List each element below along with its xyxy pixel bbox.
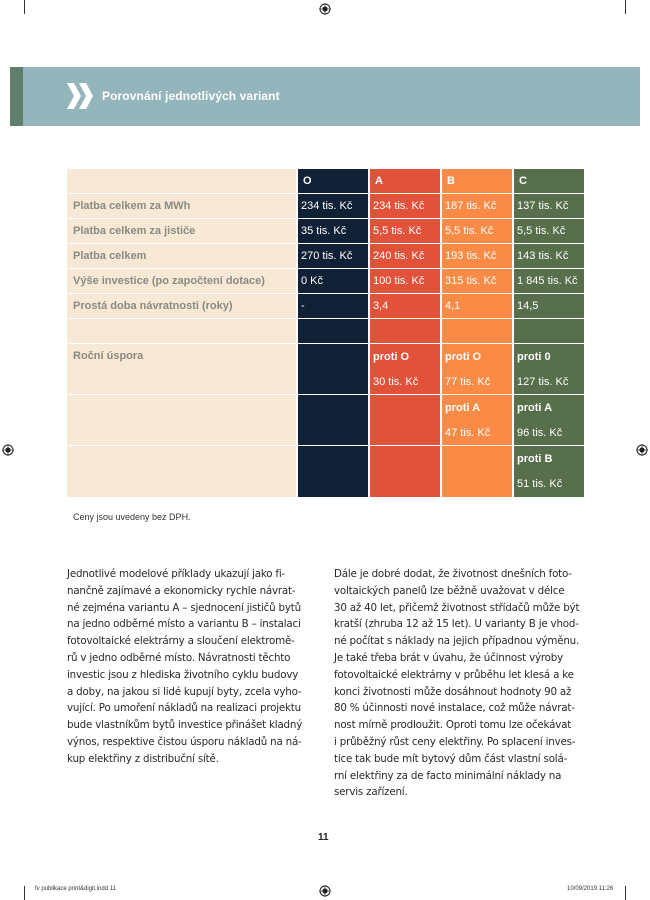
body-text-left: Jednotlivé modelové příklady ukazují jako fi- nančně zajímavé a ekonomicky rychle návrat- né zejména variantu A – sjednocení jističů bytů na jedno odběrné místo a variantu B – instalaci fotovoltaické elektrárny a sloučení elektromě- rů v jedno odběrné místo. Návratnosti těchto investic jsou z hlediska životního cyklu budovy a doby, na jakou si lidé kupují byty, zcela vyho- vující. Po umoření nákladů na realizaci projektu bude vlastníkům bytů investice přinášet kladný výnos, respektive čistou úsporu nákladů na ná- kup elektřiny z distribuční sítě.	[67, 568, 303, 765]
table-cell: 315 tis. Kč	[445, 275, 497, 287]
column-header: O	[303, 175, 312, 187]
label-cell	[67, 344, 296, 394]
row-label: Výše investice (po započtení dotace)	[73, 275, 265, 287]
column-header: A	[375, 175, 383, 187]
table-cell: 270 tis. Kč	[301, 250, 353, 262]
table-cell: 193 tis. Kč	[445, 250, 497, 262]
savings-label: proti B	[517, 453, 553, 465]
crop-mark	[24, 0, 25, 14]
table-cell: 3,4	[373, 300, 389, 312]
savings-label: proti A	[517, 402, 553, 414]
row-separator	[67, 318, 584, 319]
row-label: Platba celkem	[73, 250, 147, 262]
label-cell-spacer	[67, 395, 296, 445]
slug-file: fv publikace print&digit.indd 11	[35, 886, 116, 892]
crop-mark	[24, 886, 25, 900]
savings-value: 77 tis. Kč	[445, 376, 491, 388]
table-cell: 187 tis. Kč	[445, 200, 497, 212]
slug-date: 10/09/2019 11:26	[567, 886, 614, 892]
row-separator	[67, 293, 584, 294]
label-cell	[67, 219, 296, 243]
label-cell	[67, 194, 296, 218]
crop-mark	[625, 886, 626, 900]
registration-mark-icon	[319, 3, 331, 15]
table-cell: 5,5 tis. Kč	[373, 225, 422, 237]
savings-value: 47 tis. Kč	[445, 427, 491, 439]
double-chevron-icon	[67, 83, 93, 109]
column-header: B	[447, 175, 455, 187]
table-cell: 0 Kč	[301, 275, 324, 287]
header-accent-strip	[10, 67, 23, 126]
row-separator	[67, 343, 584, 344]
savings-label: proti 0	[517, 351, 551, 363]
row-separator	[67, 445, 584, 446]
row-separator	[67, 268, 584, 269]
registration-mark-icon	[319, 885, 331, 897]
table-cell: 4,1	[445, 300, 461, 312]
table-note: Ceny jsou uvedeny bez DPH.	[73, 512, 191, 522]
table-cell: 240 tis. Kč	[373, 250, 425, 262]
row-separator	[67, 243, 584, 244]
table-cell: 100 tis. Kč	[373, 275, 425, 287]
table-cell: 5,5 tis. Kč	[445, 225, 494, 237]
registration-mark-icon	[2, 444, 14, 456]
crop-mark	[625, 0, 626, 14]
savings-value: 127 tis. Kč	[517, 376, 569, 388]
section-title: Porovnání jednotlivých variant	[102, 89, 280, 103]
body-text-right: Dále je dobré dodat, že životnost dnešních foto- voltaických panelů lze běžně uvažovat v délce 30 až 40 let, přičemž životnost střídačů může být kratší (zhruba 12 až 15 let). U varianty B je vhod- né počítat s náklady na jejich případnou výměnu. Je také třeba brát v úvahu, že účinnost výroby fotovoltaické elektrárny v průběhu let klesá a ke konci životnosti může dosáhnout hodnoty 90 až 80 % účinnosti nové instalace, což může návrat- nost mírně prodloužit. Oproti tomu lze očekávat i průběžný růst ceny elektřiny. Po splacení inves- tice tak bude mít bytový dům část vlastní solá- rní elektřiny za de facto minimální náklady na servis zařízení.	[334, 568, 580, 799]
column-header: C	[519, 175, 527, 187]
row-label: Prostá doba návratnosti (roky)	[73, 300, 233, 312]
table-cell: 234 tis. Kč	[373, 200, 425, 212]
row-label: Platba celkem za MWh	[73, 200, 191, 212]
comparison-table	[67, 169, 584, 497]
label-cell	[67, 269, 296, 293]
savings-label: proti O	[445, 351, 482, 363]
row-separator	[67, 218, 584, 219]
row-separator	[67, 394, 584, 395]
table-cell: 1 845 tis. Kč	[517, 275, 578, 287]
label-cell-spacer	[67, 319, 296, 343]
table-cell: 143 tis. Kč	[517, 250, 569, 262]
table-cell: 14,5	[517, 300, 539, 312]
table-cell: 137 tis. Kč	[517, 200, 569, 212]
label-cell-header	[67, 169, 296, 193]
savings-label: proti O	[373, 351, 410, 363]
savings-value: 30 tis. Kč	[373, 376, 419, 388]
label-cell	[67, 294, 296, 318]
table-cell: 234 tis. Kč	[301, 200, 353, 212]
savings-value: 96 tis. Kč	[517, 427, 563, 439]
table-cell: 5,5 tis. Kč	[517, 225, 566, 237]
label-cell-spacer	[67, 446, 296, 497]
table-cell: -	[301, 300, 305, 312]
section-header	[10, 67, 640, 126]
savings-label: proti A	[445, 402, 481, 414]
table-cell: 35 tis. Kč	[301, 225, 347, 237]
row-label: Roční úspora	[73, 350, 144, 362]
registration-mark-icon	[636, 444, 648, 456]
label-cell	[67, 244, 296, 268]
page-number: 11	[318, 832, 329, 843]
savings-value: 51 tis. Kč	[517, 478, 563, 490]
row-separator	[67, 193, 584, 194]
row-label: Platba celkem za jističe	[73, 225, 196, 237]
